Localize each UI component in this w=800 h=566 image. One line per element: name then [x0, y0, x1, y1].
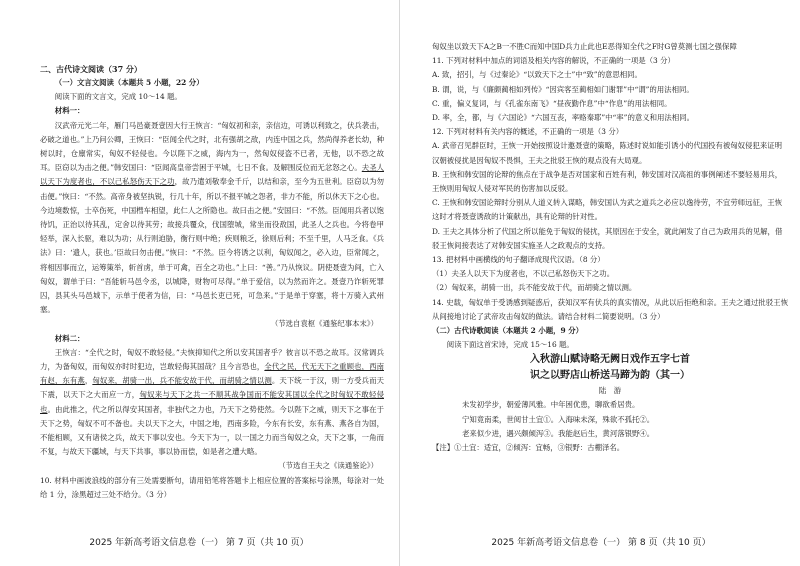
- q11-option-b: B. 谓，说，与《廉颇蔺相如列传》“因宾客至蔺相如门谢罪”中“谓”的用法相同。: [432, 84, 694, 94]
- q10-continuation: 匈奴坐以致天下A之B一不胜C而知中国D兵力止此也E恶得知全代之F时G曾莫测七国之强保障: [432, 42, 737, 51]
- q12-option-b: B. 王恢和韩安国的论辩的焦点在于战争是否对国家和百姓有利，韩安国对汉高祖的事例阐述不要轻易用兵，王恢则用匈奴人侵对军民的伤害加以反驳。: [432, 169, 783, 194]
- poem-note: 【注】①土宜：适宜，②倾泻：宜畅，③银野：古棚泽名。: [432, 443, 625, 453]
- q11-option-d: D. 率，全，都，与《六国论》“六国互丧，率赂秦耶”中“率”的意义和用法相同。: [432, 113, 694, 123]
- poem-title-line-1: 入秋游山赋诗略无阙日戏作五字七首: [530, 354, 690, 366]
- question-13: 13. 把材料中画横线的句子翻译成现代汉语。（8 分）: [432, 255, 605, 265]
- material1-label: 材料一：: [54, 106, 85, 116]
- poem-author: 陆 游: [598, 386, 622, 396]
- material2-underline-3: 匈奴来与天下之共一不顺其战争国而不能安其国以全代之时匈奴不敢轻侵也: [40, 390, 384, 414]
- material2-underline-2: 匈奴来，胡骑一出，兵不能安故于代，而胡骑之情以测: [92, 376, 272, 386]
- material1-text-b: ，故乃遣刘敬奉金千斤，以结和亲，至今为五世利。臣窃以为勿击便。”恢曰：“不然。高帝身被坚执锐，行几十年，所以不报平城之怨者，非力不能，所以休天下之心也。今边境数惊，士卒伤死，中国槥车相望，此仁人之所隐也。故曰击之便。”安国曰：“不然。臣闻用兵者以饱待饥，正治以待其乱，定舍以待其劳；故接兵覆众，伐国堕城，常坐而役敌国，此圣人之兵也。今将卷甲轻举，深入长驱，难以为功；从行则迫胁，衡行则中绝；疾则粮乏，徐则后利；不至千里，人马乏食。《兵法》曰：‘遗人，获也。’臣故曰勿击便。”恢曰：“不然。臣今将诱之以利，匈奴闻之，必入边，臣常闻之，将相因事而立，运筹策举，斩首虏，单于可禽，百全之功也。”上曰：“善。”乃从恢议。阴使聂壹为间，亡入匈奴，谓单于曰：“吾能斩马邑令丞，以城降，财物可尽得。”单于爱信，以为然而许之。聂壹乃诈斩死罪囚，县其头马邑城下，示单于使者为信，曰：“马邑长吏已死，可急来。”于是单于穿塞，将十万骑入武州塞。: [40, 177, 384, 315]
- material2-source: （节选自王夫之《读通鉴论》）: [278, 461, 378, 471]
- material1-underline: 夫圣人以天下为度者也，不以己私怒伤天下之功: [40, 163, 384, 187]
- right-page-footer: 2025 年新高考语文信息卷（一） 第 8 页（共 10 页）: [491, 538, 711, 548]
- material2-label: 材料二：: [54, 333, 85, 343]
- question-14: 14. 史载，匈奴单于受诱感到疑惑后，获知汉军有伏兵的真实情况，从此以后拒绝和亲。王夫之通过批驳王恢从间接地讨论了武帝攻击匈奴的做法。请结合材料二简要说明。（3 分）: [432, 297, 788, 321]
- q13-part-2: （2）匈奴来，胡骑一出，兵不能安故于代，而胡骑之情以测。: [432, 283, 637, 293]
- sub-title: （一）文言文阅读（本题共 5 小题，22 分）: [54, 78, 204, 87]
- material2-text-d: 。由此推之，代之所以得安其国者，非独代之力也，乃天下之势使然。今以陛下之威，则天下之事在于天下之势，匈奴不可不备也。夫以天下之大，中国之地，西南多险，今东有长安，东有燕、燕各自为国，不能相顾，又有诸侯之兵，故天下事以安也。今天下为一，以一国之力而当匈奴之众，天下之事，一角而不复，与故天下疆域，与天下共事，事以协而偿，如是者之遭大略。: [40, 404, 384, 457]
- poem-title-line-2: 识之以野店山桥送马蹄为韵（其一）: [530, 370, 690, 382]
- question-10: 10. 材料中画波浪线的部分有三处需要断句，请用铅笔将答题卡上相应位置的答案标号涂黑，每涂对一处给 1 分，涂黑超过三处不给分。（3 分）: [40, 475, 384, 499]
- q12-option-a: A. 武帝召见群臣时，王恢一开始按照设计邀聂壹的策略，陈述时说如能引诱小的代国投有被匈奴侵犯来证明汉朝被侵扰是因匈奴不畏惧，王夫之批驳王恢的观点没有大局观。: [432, 141, 783, 165]
- q12-option-d: D. 王夫之具体分析了代国之所以能免于匈奴的侵扰，其原因在于安全，就此阐发了自己为政用兵的见解，借驳王恢间接表达了对韩安国实施圣人之政观点的支持。: [432, 226, 783, 250]
- q11-option-a: A. 致，招引，与《过秦论》“以致天下之士”中“致”的意思相同。: [432, 70, 642, 80]
- material2-text: [40, 346, 384, 460]
- q12-option-c: C. 王恢和韩安国论辩时分别从人道义转入谋略，韩安国认为武之道兵之必应以逸待劳，不宜劳师远征，王恢这时才将聂壹诱敌的计策献出，具有论辩的针对性。: [432, 198, 783, 222]
- instruction: 阅读下面的文言文，完成 10～14 题。: [54, 92, 182, 102]
- section-title: 二、古代诗文阅读（37 分）: [40, 64, 142, 74]
- poem-line-3: 老来似少进，遇兴颇倾泻③。我能赵后生，黄河落银野④。: [462, 428, 655, 438]
- poem-line-2: 宁知竟南柔，世阅甘土宜①。入海味未深，殊欲不孤托②。: [462, 414, 655, 424]
- left-page: [0, 0, 398, 566]
- material2-text-b: ，: [84, 376, 93, 386]
- question-11: 11. 下列对材料中加点的词语及相关内容的解说，不正确的一项是（3 分）: [432, 56, 675, 66]
- question-12: 12. 下列对材料有关内容的概述，不正确的一项是（3 分）: [432, 127, 624, 137]
- q11-option-c: C. 重，偏义复词，与《孔雀东南飞》“昼夜勤作息”中“作息”的用法相同。: [432, 98, 672, 108]
- q13-part-1: （1）夫圣人以天下为度者也，不以己私怒伤天下之功。: [432, 269, 615, 279]
- right-page: [402, 0, 800, 566]
- poem-section-title: （二）古代诗歌阅读（本题共 2 小题，9 分）: [432, 326, 584, 336]
- left-page-footer: 2025 年新高考语文信息卷（一） 第 7 页（共 10 页）: [89, 538, 309, 548]
- poem-instruction: 阅读下面这首宋诗，完成 15～16 题。: [446, 340, 574, 350]
- material1-text-a: 汉武帝元光二年，雁门马邑豪聂壹因大行王恢言：“匈奴初和亲，亲信边，可诱以利致之，伏兵袭击，必破之道也。”上乃问公卿，王恢曰：“臣闻全代之时，北有强胡之敌，内连中国之兵，然尚得养老长幼，种树以时，仓廪常实，匈奴不轻侵也。今以陛下之威，海内为一，然匈奴侵盗不已者，无他，以不恐之故耳。臣窃以为击之便。”韩安国曰：“臣闻高皇帝尝困于平城，七日不食。及解围反位而无忿怒之心。: [40, 120, 384, 173]
- material1-source: （节选自袁枢《通鉴纪事本末》）: [270, 319, 378, 329]
- material1-text: [40, 119, 384, 318]
- poem-line-1: 未发初学步，朝爱薄风雅。中年困优患，聊欲希居贵。: [462, 400, 640, 410]
- page-fold-divider: [399, 0, 400, 566]
- material2-text-a: 王恢言：“全代之时，匈奴不敢轻侵。”夫恢抑知代之所以安其国者乎？彼言以不恐之故耳。汉常调兵力，为备匈奴，而匈奴亦时时犯边，岂敢轻侮其国哉？且今言恐也，: [40, 347, 384, 372]
- material2-underline-1: 全代之民，代无天下之重顾也，西南有赵，东有燕: [40, 362, 384, 386]
- material2-text-c: 。天下统一于汉，则一方受兵而天下震，以天下之大而应一方，: [40, 376, 384, 400]
